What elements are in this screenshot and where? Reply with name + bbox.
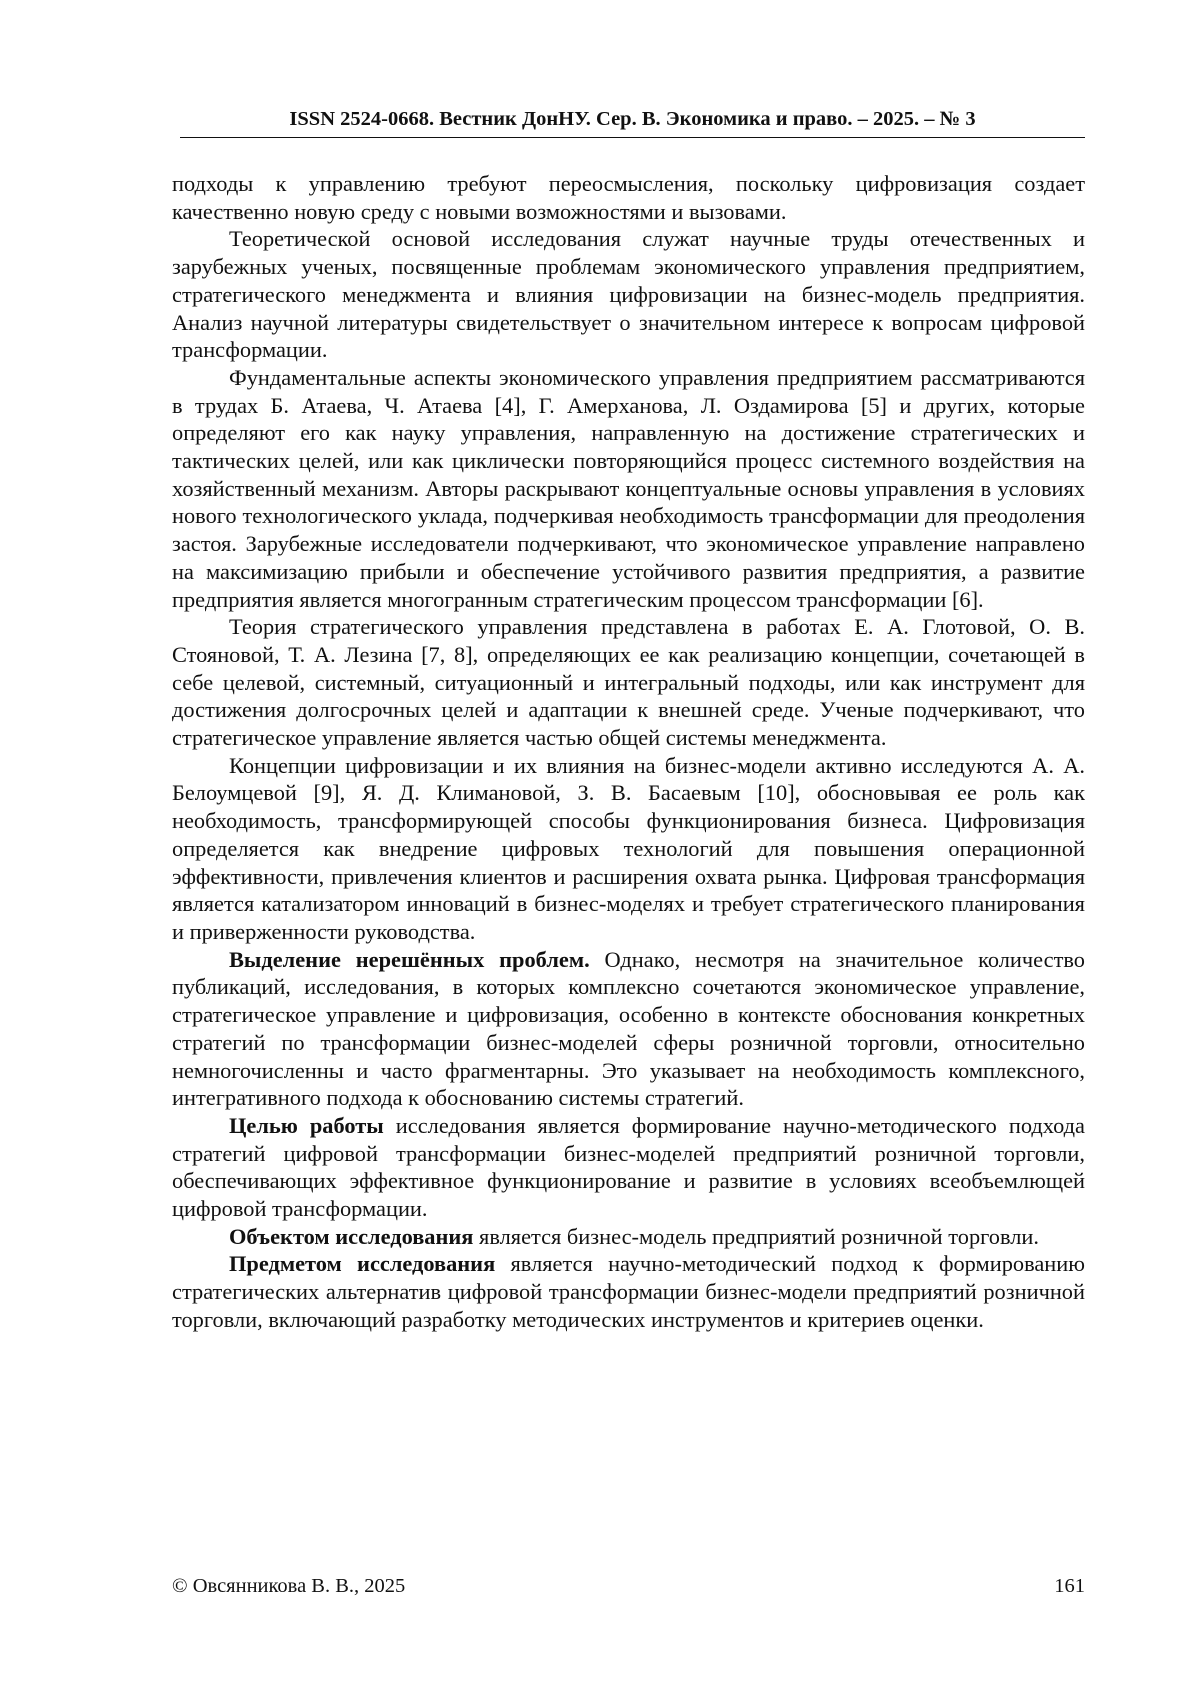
paragraph-text: является бизнес-модель предприятий розничной торговли. (473, 1223, 1039, 1249)
paragraph-lead-bold: Объектом исследования (229, 1223, 474, 1249)
paragraph-unsolved-problems (172, 946, 1085, 1112)
paragraph-digitalization-concepts (172, 752, 1085, 946)
body-text (172, 170, 1085, 1334)
page-number: 161 (1054, 1575, 1085, 1597)
paragraph-goal (172, 1112, 1085, 1223)
paragraph-strategic-theory (172, 613, 1085, 752)
paragraph-theoretical-basis (172, 225, 1085, 364)
paragraph-text: подходы к управлению требуют переосмысления, поскольку цифровизация создает качественно новую среду с новыми возможностями и вызовами. (172, 171, 1085, 224)
paragraph-lead-bold: Выделение нерешённых проблем. (229, 946, 590, 972)
footer-copyright: © Овсянникова В. В., 2025 (172, 1575, 406, 1597)
paragraph-subject (172, 1250, 1085, 1333)
paragraph-text: исследования является формирование научно-методического подхода стратегий цифровой трансформации бизнес-моделей предприятий розничной торговли, обеспечивающих эффективное функционирование и развитие в условиях всеобъемлющей цифровой трансформации. (172, 1112, 1085, 1222)
paragraph-text: Теоретической основой исследования служат научные труды отечественных и зарубежных ученых, посвященные проблемам экономического управления предприятием, стратегического менеджмента и влияния цифровизации на бизнес-модель предприятия. Анализ научной литературы свидетельствует о значительном интересе к вопросам цифровой трансформации. (172, 226, 1085, 363)
paragraph-text: Концепции цифровизации и их влияния на бизнес-модели активно исследуются А. А. Белоумцевой [9], Я. Д. Климановой, З. В. Басаевым [10], обосновывая ее роль как необходимость, трансформирующей способы функционирования бизнеса. Цифровизация определяется как внедрение цифровых технологий для повышения операционной эффективности, привлечения клиентов и расширения охвата рынка. Цифровая трансформация является катализатором инноваций в бизнес-моделях и требует стратегического планирования и приверженности руководства. (172, 752, 1085, 944)
paragraph-lead-bold: Целью работы (229, 1112, 384, 1138)
paragraph-text: Однако, несмотря на значительное количество публикаций, исследования, в которых комплексно сочетаются экономическое управление, стратегическое управление и цифровизация, особенно в контексте обоснования конкретных стратегий по трансформации бизнес-моделей сферы розничной торговли, относительно немногочисленны и часто фрагментарны. Это указывает на необходимость комплексного, интегративного подхода к обоснованию системы стратегий. (172, 946, 1085, 1111)
paragraph-object (172, 1223, 1085, 1251)
running-header: ISSN 2524-0668. Вестник ДонНУ. Сер. В. Экономика и право. – 2025. – № 3 (180, 106, 1085, 138)
paragraph-text: Фундаментальные аспекты экономического управления предприятием рассматриваются в трудах Б. Атаева, Ч. Атаева [4], Г. Амерханова, Л. Оздамирова [5] и других, которые определяют его как науку управления, направленную на достижение стратегических и тактических целей, или как циклически повторяющийся процесс системного воздействия на хозяйственный механизм. Авторы раскрывают концептуальные основы управления в условиях нового технологического уклада, подчеркивая необходимость трансформации для преодоления застоя. Зарубежные исследователи подчеркивают, что экономическое управление направлено на максимизацию прибыли и обеспечение устойчивого развития предприятия, а развитие предприятия является многогранным стратегическим процессом трансформации [6]. (172, 364, 1085, 612)
paragraph-text: Теория стратегического управления представлена в работах Е. А. Глотовой, О. В. Стояновой, Т. А. Лезина [7, 8], определяющих ее как реализацию концепции, сочетающей в себе целевой, системный, ситуационный и интегральный подходы, или как инструмент для достижения долгосрочных целей и адаптации к внешней среде. Ученые подчеркивают, что стратегическое управление является частью общей системы менеджмента. (172, 614, 1085, 751)
paragraph-text: является научно-методический подход к формированию стратегических альтернатив цифровой трансформации бизнес-модели предприятий розничной торговли, включающий разработку методических инструментов и критериев оценки. (172, 1251, 1085, 1332)
paragraph-fundamental-aspects (172, 364, 1085, 613)
paragraph-continuation (172, 170, 1085, 225)
paragraph-lead-bold: Предметом исследования (229, 1251, 496, 1277)
